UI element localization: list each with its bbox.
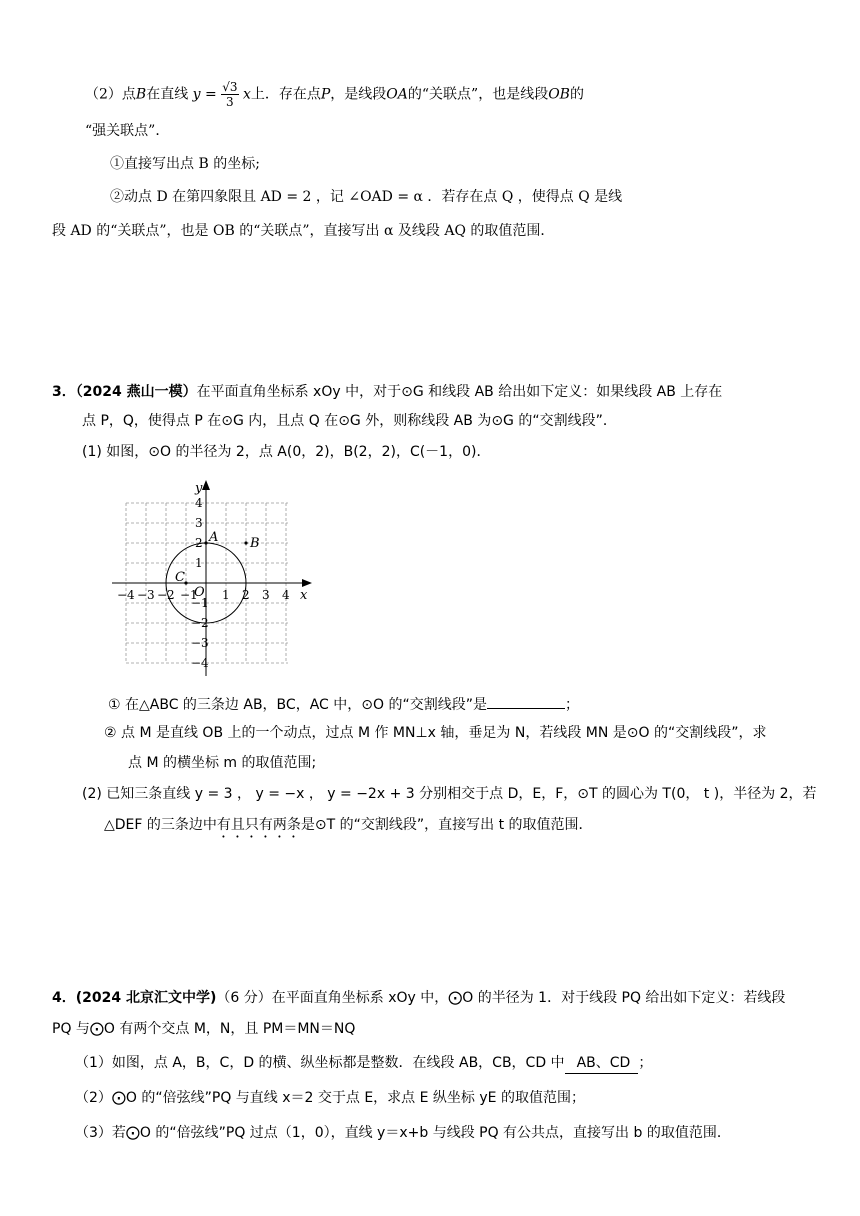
p2-line-2: “强关联点”． bbox=[85, 123, 170, 139]
q4-line-5: （3）若⨀O 的“倍弦线”PQ 过点（1，0），直线 y＝x+b 与线段 PQ 有公共点，直接写出 b 的取值范围． bbox=[75, 1125, 731, 1141]
question-number: 4． bbox=[52, 990, 76, 1006]
y-tick: 3 bbox=[195, 516, 203, 530]
y-axis-arrow-icon bbox=[202, 480, 210, 490]
text: △DEF 的三条边中 bbox=[104, 817, 217, 833]
q3-line-1 bbox=[52, 382, 722, 402]
p2-line-5: 段 AD 的“关联点”，也是 OB 的“关联点”，直接写出 α 及线段 AQ 的取值范围． bbox=[52, 223, 555, 239]
p2-line-3: ①直接写出点 B 的坐标; bbox=[110, 156, 260, 172]
y-axis-label: y bbox=[195, 481, 203, 496]
text: OA bbox=[386, 86, 408, 103]
text: （6 分）在平面直角坐标系 xOy 中，⨀O 的半径为 1．对于线段 PQ 给出如下定义：若线段 bbox=[216, 990, 786, 1006]
x-tick: 1 bbox=[222, 588, 230, 602]
x-tick: −3 bbox=[137, 588, 155, 602]
answer-blank bbox=[487, 694, 565, 709]
point-A-label: A bbox=[209, 530, 219, 545]
text: 在平面直角坐标系 xOy 中，对于⊙G 和线段 AB 给出如下定义：如果线段 AB 上存在 bbox=[196, 384, 723, 400]
q3-sub-2b: 点 M 的横坐标 m 的取值范围; bbox=[128, 755, 317, 771]
fraction-numerator: √3 bbox=[222, 80, 238, 94]
text: P bbox=[320, 86, 331, 103]
text: 的“关联点”，也是线段 bbox=[407, 86, 549, 103]
y-tick: −3 bbox=[191, 636, 209, 650]
x-axis-arrow-icon bbox=[302, 579, 312, 587]
x-tick: −4 bbox=[117, 588, 135, 602]
q3-sub-2a: ② 点 M 是直线 OB 上的一个动点，过点 M 作 MN⊥x 轴，垂足为 N，若线段 MN 是⊙O 的“交割线段”，求 bbox=[104, 725, 767, 741]
y-tick: 1 bbox=[195, 556, 203, 570]
q4-line-2: PQ 与⨀O 有两个交点 M，N，且 PM＝MN＝NQ bbox=[52, 1021, 356, 1037]
question-source: (2024 北京汇文中学) bbox=[75, 990, 217, 1006]
x-axis-label: x bbox=[300, 588, 308, 603]
q3-part-2b bbox=[104, 815, 593, 841]
text: ，是线段 bbox=[330, 86, 387, 103]
fraction-denominator: 3 bbox=[226, 95, 234, 109]
y-tick: −2 bbox=[191, 616, 209, 630]
text: ； bbox=[564, 697, 579, 713]
text: ① 在△ABC 的三条边 AB，BC，AC 中，⊙O 的“交割线段”是 bbox=[108, 697, 487, 713]
y-tick: 4 bbox=[195, 496, 203, 510]
p2-line-4: ②动点 D 在第四象限且 AD = 2 ，记 ∠OAD = α ．若存在点 Q ，使得点 Q 是线 bbox=[110, 189, 623, 205]
equation-part: x bbox=[242, 86, 251, 103]
q4-line-4: （2）⨀O 的“倍弦线”PQ 与直线 x＝2 交于点 E，求点 E 纵坐标 yE 的取值范围； bbox=[75, 1090, 585, 1106]
text: 在直线 bbox=[146, 86, 189, 103]
point-B-label: B bbox=[250, 536, 260, 551]
text: B bbox=[135, 86, 147, 103]
text: OB bbox=[548, 86, 570, 103]
q3-part-2a: (2) 已知三条直线 y = 3 ， y = −x ， y = −2x + 3 分别相交于点 D，E，F，⊙T 的圆心为 T(0， t )，半径为 2，若 bbox=[82, 786, 817, 802]
fraction bbox=[221, 80, 238, 109]
text: ； bbox=[638, 1055, 653, 1071]
text: 上．存在点 bbox=[250, 86, 321, 103]
equation-part: y = bbox=[192, 86, 217, 103]
x-tick: 3 bbox=[262, 588, 270, 602]
x-tick: −1 bbox=[180, 588, 198, 602]
text: 是⊙T 的“交割线段”，直接写出 t 的取值范围． bbox=[300, 817, 593, 833]
p2-line-1 bbox=[85, 80, 584, 109]
point-B-dot bbox=[244, 541, 247, 544]
q4-line-1 bbox=[52, 988, 785, 1008]
x-tick: 2 bbox=[242, 588, 250, 602]
emphasized-text: 有且只有两条 bbox=[216, 817, 301, 833]
point-C-label: C bbox=[175, 570, 185, 585]
text: （1）如图，点 A，B，C，D 的横、纵坐标都是整数．在线段 AB，CB，CD 中 bbox=[75, 1055, 565, 1071]
question-number: 3． bbox=[52, 384, 76, 400]
q3-line-3: (1) 如图，⊙O 的半径为 2，点 A(0，2)，B(2，2)，C(－1，0)． bbox=[82, 444, 491, 460]
point-A-dot bbox=[204, 541, 207, 544]
q3-sub-1 bbox=[108, 694, 579, 715]
text: （2）点 bbox=[85, 86, 136, 103]
y-tick: −4 bbox=[191, 656, 209, 670]
y-tick: −1 bbox=[191, 596, 209, 610]
x-tick: −2 bbox=[157, 588, 175, 602]
q3-line-2: 点 P，Q，使得点 P 在⊙G 内，且点 Q 在⊙G 外，则称线段 AB 为⊙G 的“交割线段”． bbox=[82, 413, 617, 429]
filled-answer: AB、CD bbox=[565, 1053, 639, 1074]
q4-line-3 bbox=[75, 1053, 652, 1074]
origin-label: O bbox=[194, 585, 205, 600]
coordinate-figure bbox=[108, 478, 318, 678]
text: 的 bbox=[569, 86, 584, 103]
x-tick: 4 bbox=[282, 588, 290, 602]
y-tick: 2 bbox=[195, 536, 203, 550]
question-source: （2024 燕山一模） bbox=[75, 384, 197, 400]
